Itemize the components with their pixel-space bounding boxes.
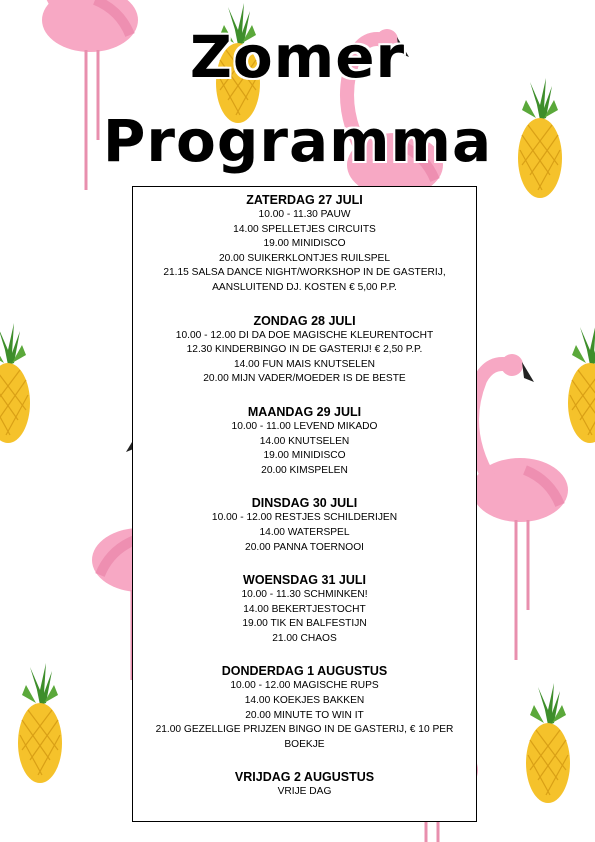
- day-heading: WOENSDAG 31 JULI: [243, 573, 366, 588]
- day-section: [133, 663, 476, 752]
- activity-line: 12.30 KINDERBINGO IN DE GASTERIJ! € 2,50 P.P.: [186, 344, 423, 356]
- activity-line: 14.00 SPELLETJES CIRCUITS: [233, 223, 376, 235]
- activity-line: 14.00 FUN MAIS KNUTSELEN: [234, 358, 375, 370]
- day-heading: DONDERDAG 1 AUGUSTUS: [221, 664, 388, 679]
- schedule-panel: [132, 186, 477, 822]
- day-heading: DINSDAG 30 JULI: [251, 496, 358, 511]
- activity-line: 19.00 MINIDISCO: [263, 238, 346, 250]
- activity-line: 21.00 CHAOS: [272, 632, 337, 644]
- pineapple-bottom-left: [18, 663, 62, 783]
- activity-line: 21.00 GEZELLIGE PRIJZEN BINGO IN DE GASTERIJ, € 10 PER: [155, 724, 454, 736]
- activity-line: 10.00 - 11.00 LEVEND MIKADO: [231, 420, 378, 432]
- activity-line: 20.00 MINUTE TO WIN IT: [245, 709, 364, 721]
- activity-line: 10.00 - 12.00 MAGISCHE RUPS: [230, 680, 379, 692]
- day-section: [133, 192, 476, 296]
- activity-line: 20.00 PANNA TOERNOOI: [245, 541, 364, 553]
- activity-line: 10.00 - 11.30 PAUW: [258, 209, 351, 220]
- day-heading: VRIJDAG 2 AUGUSTUS: [234, 770, 375, 785]
- activity-line: 20.00 KIMSPELEN: [261, 464, 348, 476]
- activity-line: 19.00 MINIDISCO: [263, 450, 346, 462]
- activity-line: 14.00 BEKERTJESTOCHT: [243, 603, 366, 615]
- day-heading: MAANDAG 29 JULI: [247, 404, 362, 419]
- activity-line: BOEKJE: [284, 738, 325, 750]
- activity-line: 20.00 SUIKERKLONTJES RUILSPEL: [219, 252, 390, 264]
- activity-line: 21.15 SALSA DANCE NIGHT/WORKSHOP IN DE GASTERIJ,: [163, 267, 446, 279]
- activity-line: 19.00 TIK EN BALFESTIJN: [242, 618, 367, 630]
- activity-line: 10.00 - 12.00 RESTJES SCHILDERIJEN: [211, 512, 398, 524]
- pineapple-left-mid: [0, 323, 30, 443]
- activity-line: 20.00 MIJN VADER/MOEDER IS DE BESTE: [203, 373, 406, 385]
- activity-line: 14.00 WATERSPEL: [259, 526, 350, 538]
- pineapple-right-mid: [568, 323, 595, 443]
- day-section: [133, 769, 476, 800]
- day-section: [133, 313, 476, 387]
- activity-line: AANSLUITEND DJ. KOSTEN € 5,00 P.P.: [212, 281, 397, 293]
- day-heading: ZONDAG 28 JULI: [253, 313, 356, 328]
- pineapple-bottom-right: [526, 683, 570, 803]
- day-section: [133, 495, 476, 555]
- activity-line: 10.00 - 11.30 SCHMINKEN!: [241, 589, 368, 601]
- activity-line: 14.00 KOEKJES BAKKEN: [244, 695, 365, 707]
- activity-line: VRIJE DAG: [277, 786, 332, 798]
- day-section: [133, 572, 476, 646]
- day-section: [133, 404, 476, 478]
- flamingo-right-mid: [472, 354, 568, 660]
- page-title-line-1: Zomer: [189, 23, 406, 91]
- day-heading: ZATERDAG 27 JULI: [246, 193, 363, 207]
- activity-line: 14.00 KNUTSELEN: [259, 435, 350, 447]
- activity-line: 10.00 - 12.00 DI DA DOE MAGISCHE KLEURENTOCHT: [175, 329, 434, 341]
- page-title-line-2: Programma: [102, 107, 493, 175]
